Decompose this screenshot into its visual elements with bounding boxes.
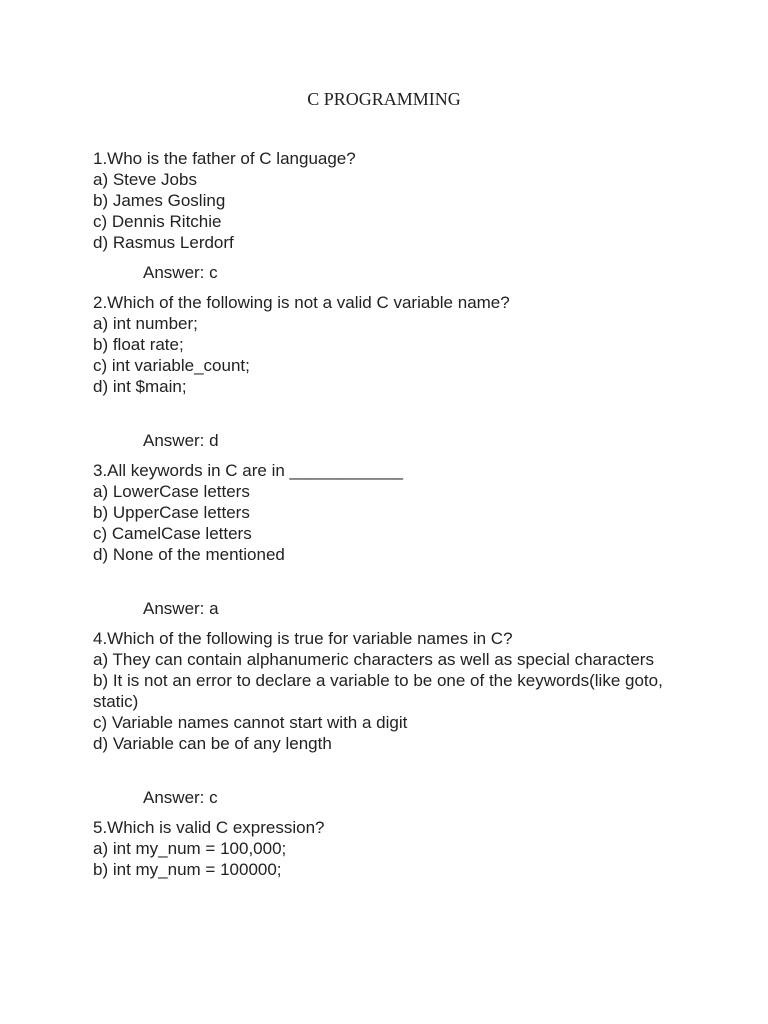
spacer	[93, 808, 693, 817]
question-4	[93, 628, 693, 808]
spacer	[93, 253, 693, 262]
option-b: b) It is not an error to declare a variable to be one of the keywords(like goto, static)	[93, 671, 663, 711]
quiz-content	[93, 148, 693, 880]
option-b: b) UpperCase letters	[93, 503, 250, 522]
spacer	[93, 565, 693, 598]
question-5	[93, 817, 693, 880]
spacer	[93, 619, 693, 628]
option-c: c) int variable_count;	[93, 356, 250, 375]
option-a: a) int number;	[93, 314, 198, 333]
question-2	[93, 292, 693, 451]
spacer	[93, 754, 693, 787]
spacer	[93, 397, 693, 430]
spacer	[93, 451, 693, 460]
option-c: c) CamelCase letters	[93, 524, 252, 543]
option-c: c) Dennis Ritchie	[93, 212, 222, 231]
option-d: d) int $main;	[93, 377, 187, 396]
option-b: b) int my_num = 100000;	[93, 860, 282, 879]
option-d: d) Variable can be of any length	[93, 734, 332, 753]
question-text: 2.Which of the following is not a valid C variable name?	[93, 293, 510, 312]
option-a: a) LowerCase letters	[93, 482, 250, 501]
option-a: a) Steve Jobs	[93, 170, 197, 189]
answer: Answer: c	[143, 788, 218, 807]
option-a: a) int my_num = 100,000;	[93, 839, 287, 858]
question-1	[93, 148, 693, 283]
question-text: 5.Which is valid C expression?	[93, 818, 325, 837]
option-d: d) None of the mentioned	[93, 545, 285, 564]
option-c: c) Variable names cannot start with a digit	[93, 713, 408, 732]
question-text: 4.Which of the following is true for variable names in C?	[93, 629, 513, 648]
option-b: b) James Gosling	[93, 191, 226, 210]
question-3	[93, 460, 693, 619]
question-text: 3.All keywords in C are in ____________	[93, 461, 403, 480]
page-title: C PROGRAMMING	[307, 89, 461, 109]
option-d: d) Rasmus Lerdorf	[93, 233, 234, 252]
answer: Answer: d	[143, 431, 219, 450]
answer: Answer: a	[143, 599, 219, 618]
question-text: 1.Who is the father of C language?	[93, 149, 356, 168]
option-b: b) float rate;	[93, 335, 184, 354]
answer: Answer: c	[143, 263, 218, 282]
spacer	[93, 283, 693, 292]
option-a: a) They can contain alphanumeric characters as well as special characters	[93, 650, 654, 669]
